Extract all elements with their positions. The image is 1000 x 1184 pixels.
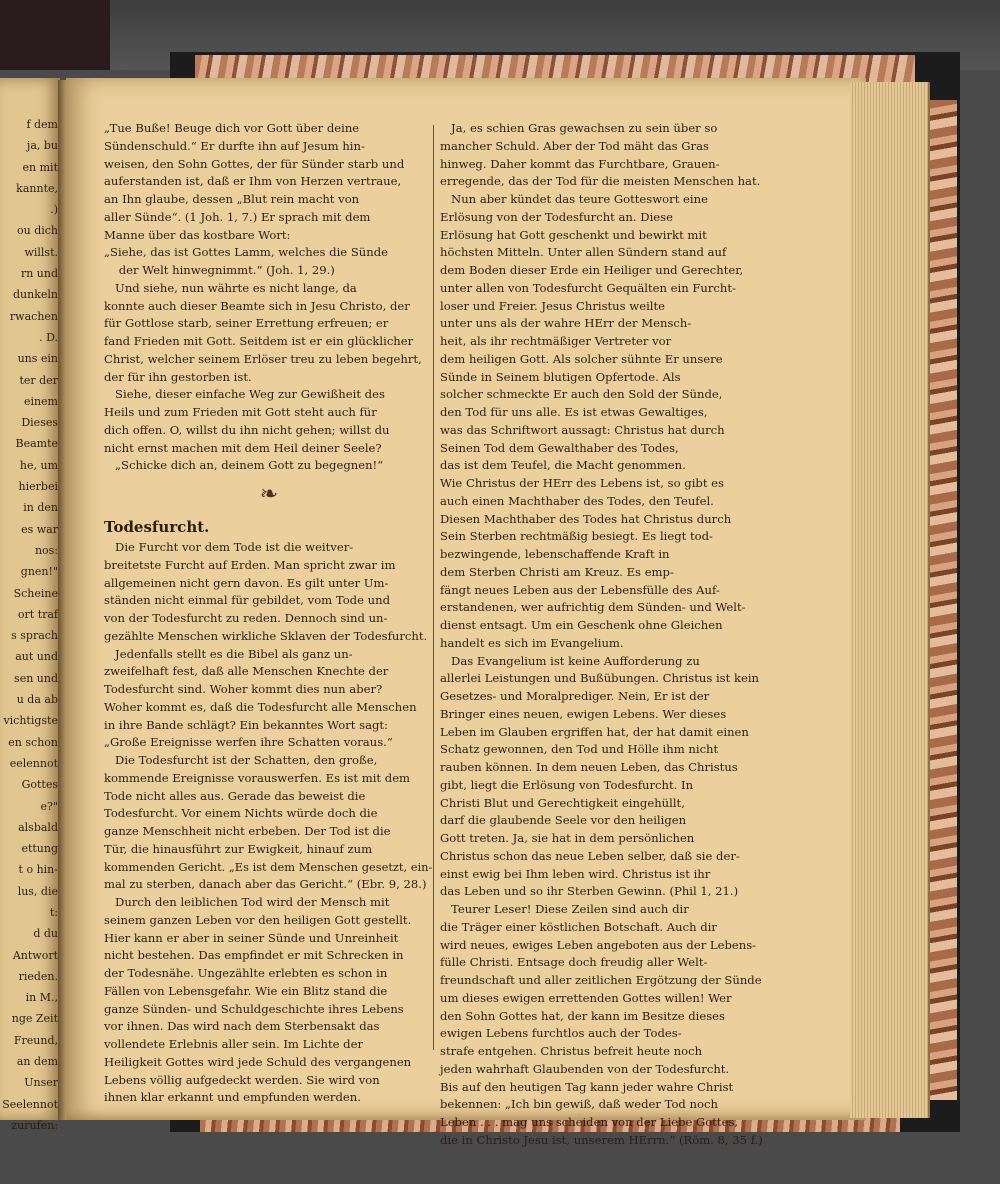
text-line: heit, als ihr rechtmäßiger Vertreter vor [440,334,672,348]
text-line: Nun aber kündet das teure Gotteswort eine [440,192,708,206]
text-line: die in Christo Jesu ist, unserem HErrn.“ (Röm. 8, 35 f.) [440,1132,763,1147]
text-line: der für ihn gestorben ist. [104,369,252,384]
text-line: uns ein [17,352,58,366]
text-line: ganze Sünden- und Schuldgeschichte ihres Lebens [104,1001,404,1016]
text-line: willst. [24,245,58,259]
text-line: Dieses [21,416,58,430]
text-line: bekennen: „Ich bin gewiß, daß weder Tod noch [440,1097,718,1112]
text-line: auferstanden ist, daß er Ihm von Herzen vertraue, [104,174,402,189]
text-line: rauben können. In dem neuen Leben, das Christus [440,760,738,774]
text-line: Unser [24,1076,58,1090]
text-line: Diesen Machthaber des Todes hat Christus durch [440,511,732,526]
text-line: t o hin- [18,863,58,877]
text-line: Heils und zum Frieden mit Gott steht auch für [104,405,377,419]
text-line: nicht ernst machen mit dem Heil deiner Seele? [104,440,382,455]
text-line: wird neues, ewiges Leben angeboten aus der Lebens- [440,937,757,952]
text-line: „Siehe, das ist Gottes Lamm, welches die Sünde [104,245,388,260]
text-line: gibt, liegt die Erlösung von Todesfurcht. In [440,777,694,792]
text-line: Beamte [15,437,58,451]
text-line: Woher kommt es, daß die Todesfurcht alle Menschen [104,699,417,714]
text-line: kommenden Gericht. „Es ist dem Menschen gesetzt, ein- [104,859,433,874]
text-column-left [104,120,434,1107]
text-line: breitetste Furcht auf Erden. Man spricht zwar im [104,557,396,572]
text-line: an dem [16,1055,58,1069]
text-line: in den [23,501,58,515]
text-line: d du [33,927,58,941]
text-line: die Träger einer köstlichen Botschaft. Auch dir [440,919,717,934]
text-line: kannte, [16,181,58,195]
text-line: Todesfurcht sind. Woher kommt dies nun aber? [104,682,383,696]
text-line: Christi Blut und Gerechtigkeit eingehüllt, [440,795,685,810]
text-line: kommende Ereignisse vorauswerfen. Es ist mit dem [104,770,411,785]
text-line: vollendete Erlebnis aller sein. Im Lichte der [104,1037,363,1051]
text-line: höchsten Mitteln. Unter allen Sündern stand auf [440,245,727,260]
text-line: darf die glaubende Seele vor den heiligen [440,813,687,828]
text-line: einst ewig bei Ihm leben wird. Christus ist ihr [440,866,711,881]
text-line: Durch den leiblichen Tod wird der Mensch mit [104,895,390,909]
text-line: e?" [40,799,58,813]
text-line: Tode nicht alles aus. Gerade das beweist die [104,788,366,803]
text-line: .) [50,203,58,217]
text-line: Die Furcht vor dem Tode ist die weitver- [104,540,354,554]
text-line: mancher Schuld. Aber der Tod mäht das Gras [440,138,709,153]
text-line: ja, bu [26,139,58,153]
text-line: en mit [22,160,58,174]
text-line: nge Zeit [11,1012,58,1026]
text-line: in M., [25,991,58,1005]
text-line: Das Evangelium ist keine Aufforderung zu [440,653,700,668]
text-line: allerlei Leistungen und Bußübungen. Christus ist kein [440,671,760,686]
text-line: alsbald [18,820,58,834]
text-line: Gesetzes- und Moralprediger. Nein, Er ist der [440,689,710,703]
text-line: unter allen von Todesfurcht Gequälten ein Furcht- [440,280,736,295]
text-line: Gottes [21,778,58,792]
text-line: f dem [26,118,58,131]
text-line: en schon [8,735,58,749]
text-line: Lebens völlig aufgedeckt werden. Sie wird von [104,1072,380,1087]
text-line: „Große Ereignisse werfen ihre Schatten voraus.“ [104,735,393,750]
text-line: von der Todesfurcht zu reden. Dennoch sind un- [104,611,388,625]
text-line: fülle Christi. Entsage doch freudig aller Welt- [440,955,708,970]
marbled-edge-right [927,100,957,1100]
text-line: nos: [34,543,58,557]
text-line: dich offen. O, willst du ihn nicht gehen; willst du [104,422,390,437]
text-line: Seinen Tod dem Gewalthaber des Todes, [440,440,679,455]
text-line: was das Schriftwort aussagt: Christus hat durch [440,422,725,437]
text-line: vor ihnen. Das wird nach dem Sterbensakt das [104,1019,380,1034]
text-line: zurufen: [11,1118,58,1132]
text-line: mal zu sterben, danach aber das Gericht.“ (Ebr. 9, 28.) [104,877,427,892]
text-line: rieden. [18,969,58,983]
ornament-icon: ❧ [259,482,279,507]
text-line: dem Sterben Christi am Kreuz. Es emp- [440,564,674,579]
text-line: jeden wahrhaft Glaubenden von der Todesfurcht. [440,1061,730,1076]
text-line: Bis auf den heutigen Tag kann jeder wahre Christ [440,1079,734,1094]
text-line: für Gottlose starb, seiner Errettung erfreuen; er [104,316,389,331]
text-line: an Ihn glaube, dessen „Blut rein macht von [104,192,360,206]
text-line: gezählte Menschen wirkliche Sklaven der Todesfurcht. [104,628,428,643]
text-line: Wie Christus der HErr des Lebens ist, so gibt es [440,476,724,490]
text-line: vichtigste [3,714,58,728]
text-line: das Leben und so ihr Sterben Gewinn. (Phil 1, 21.) [440,884,739,899]
text-line: Bringer eines neuen, ewigen Lebens. Wer dieses [440,706,727,721]
text-line: u da ab [16,693,58,707]
text-line: Scheine [13,586,58,600]
text-line: sen und [14,671,58,685]
text-line: „Schicke dich an, deinem Gott zu begegnen!“ [104,458,384,473]
text-line: fand Frieden mit Gott. Seitdem ist er ein glücklicher [104,334,414,348]
text-line: Christ, welcher seinem Erlöser treu zu leben begehrt, [104,351,422,366]
text-line: . D. [39,330,58,344]
text-line: t: [49,905,58,919]
text-line: Leben im Glauben ergriffen hat, der hat damit einen [440,724,749,739]
text-line: ewigen Lebens furchtlos auch der Todes- [440,1026,682,1041]
text-line: Seelennot [2,1097,58,1111]
text-line: Sündenschuld.“ Er durfte ihn auf Jesum hin- [104,138,365,153]
background-corner [0,0,110,70]
text-line: hierbei [18,480,58,494]
text-line: Jedenfalls stellt es die Bibel als ganz un- [104,646,353,661]
text-line: Todesfurcht. Vor einem Nichts würde doch die [104,806,378,821]
text-line: aut und [15,650,58,664]
text-line: Siehe, dieser einfache Weg zur Gewißheit des [104,387,385,402]
text-line: unter uns als der wahre HErr der Mensch- [440,316,692,331]
text-column-right [440,120,780,1150]
text-line: um dieses ewigen errettenden Gottes willen! Wer [440,990,732,1005]
text-line: strafe entgehen. Christus befreit heute noch [440,1044,703,1058]
text-line: einem [23,394,58,408]
text-line: handelt es sich im Evangelium. [440,635,624,650]
text-line: weisen, den Sohn Gottes, der für Sünder starb und [104,156,405,171]
text-line: Manne über das kostbare Wort: [104,227,291,242]
text-line: ganze Menschheit nicht erbeben. Der Tod ist die [104,824,391,838]
text-line: Sein Sterben rechtmäßig besiegt. Es liegt tod- [440,529,713,544]
text-line: Und siehe, nun währte es nicht lange, da [104,280,357,295]
section-heading: Todesfurcht. [104,518,210,536]
text-line: rwachen [9,309,58,323]
text-line: allgemeinen nicht gern davon. Es gilt unter Um- [104,575,389,590]
text-line: Ja, es schien Gras gewachsen zu sein über so [440,121,718,135]
text-line: lus, die [17,884,58,898]
text-line: das ist dem Teufel, die Macht genommen. [440,458,686,473]
text-line: der Todesnähe. Ungezählte erlebten es schon in [104,966,388,980]
text-line: Erlösung hat Gott geschenkt und bewirkt mit [440,227,707,242]
text-line: Freund, [13,1033,58,1047]
text-line: gnen!" [20,565,58,579]
text-line: Hier kann er aber in seiner Sünde und Unreinheit [104,930,399,945]
text-line: der Welt hinwegnimmt.“ (Joh. 1, 29.) [104,263,335,277]
text-line: freundschaft und aller zeitlichen Ergötzung der Sünde [440,973,762,987]
text-line: erstandenen, wer aufrichtig dem Sünden- und Welt- [440,600,746,615]
text-line: solcher schmeckte Er auch den Sold der Sünde, [440,387,723,402]
text-line: loser und Freier. Jesus Christus weilte [440,298,666,313]
text-line: dienst entsagt. Um ein Geschenk ohne Gleichen [440,618,723,632]
text-line: Heiligkeit Gottes wird jede Schuld des vergangenen [104,1054,412,1069]
page-edges [850,82,930,1118]
text-line: eelennot [9,756,58,770]
text-line: konnte auch dieser Beamte sich in Jesu Christo, der [104,298,410,313]
text-line: s sprach [11,629,58,643]
text-line: den Sohn Gottes hat, der kann im Besitze dieses [440,1008,725,1023]
text-line: ter der [19,373,58,387]
text-line: Gott treten. Ja, sie hat in dem persönlichen [440,831,695,845]
text-line: Christus schon das neue Leben selber, daß sie der- [440,848,740,863]
text-line: dunkeln [13,288,58,302]
text-line: aller Sünde“. (1 Joh. 1, 7.) Er sprach mit dem [104,209,371,224]
text-line: Erlösung von der Todesfurcht an. Diese [440,209,673,224]
text-line: bezwingende, lebenschaffende Kraft in [440,547,670,561]
text-line: ou dich [16,224,58,238]
text-line: erregende, das der Tod für die meisten Menschen hat. [440,174,761,189]
text-line: ort traf [17,607,58,621]
text-line: ettung [21,842,58,856]
text-line: Antwort [12,948,58,962]
text-line: auch einen Machthaber des Todes, den Teufel. [440,493,714,508]
text-line: ihnen klar erkannt und empfunden werden. [104,1090,361,1105]
text-line: „Tue Buße! Beuge dich vor Gott über deine [104,121,360,135]
text-line: rn und [20,267,58,281]
text-line: nicht bestehen. Das empfindet er mit Schrecken in [104,948,404,963]
text-line: Die Todesfurcht ist der Schatten, den große, [104,753,378,767]
text-line: he, um [19,458,58,472]
text-line: Teurer Leser! Diese Zeilen sind auch dir [440,902,689,916]
text-line: es war [21,522,58,536]
text-line: Sünde in Seinem blutigen Opfertode. Als [440,369,681,384]
text-line: Fällen von Lebensgefahr. Wie ein Blitz stand die [104,983,388,998]
left-page-text-fragment [0,114,60,1136]
text-line: Schatz gewonnen, den Tod und Hölle ihm nicht [440,742,719,757]
text-line: zweifelhaft fest, daß alle Menschen Knechte der [104,664,389,679]
text-line: hinweg. Daher kommt das Furchtbare, Grauen- [440,156,720,171]
text-line: Tür, die hinausführt zur Ewigkeit, hinauf zum [104,841,373,856]
text-line: ständen nicht einmal für gebildet, vom Tode und [104,593,390,608]
text-line: dem Boden dieser Erde ein Heiliger und Gerechter, [440,263,744,277]
text-line: dem heiligen Gott. Als solcher sühnte Er unsere [440,351,723,366]
text-line: seinem ganzen Leben vor den heiligen Gott gestellt. [104,912,412,927]
text-line: Leben . . . mag uns scheiden von der Liebe Gottes, [440,1115,739,1129]
text-line: fängt neues Leben aus der Lebensfülle des Auf- [440,582,720,597]
text-line: in ihre Bande schlägt? Ein bekanntes Wort sagt: [104,717,388,732]
text-line: den Tod für uns alle. Es ist etwas Gewaltiges, [440,405,708,419]
